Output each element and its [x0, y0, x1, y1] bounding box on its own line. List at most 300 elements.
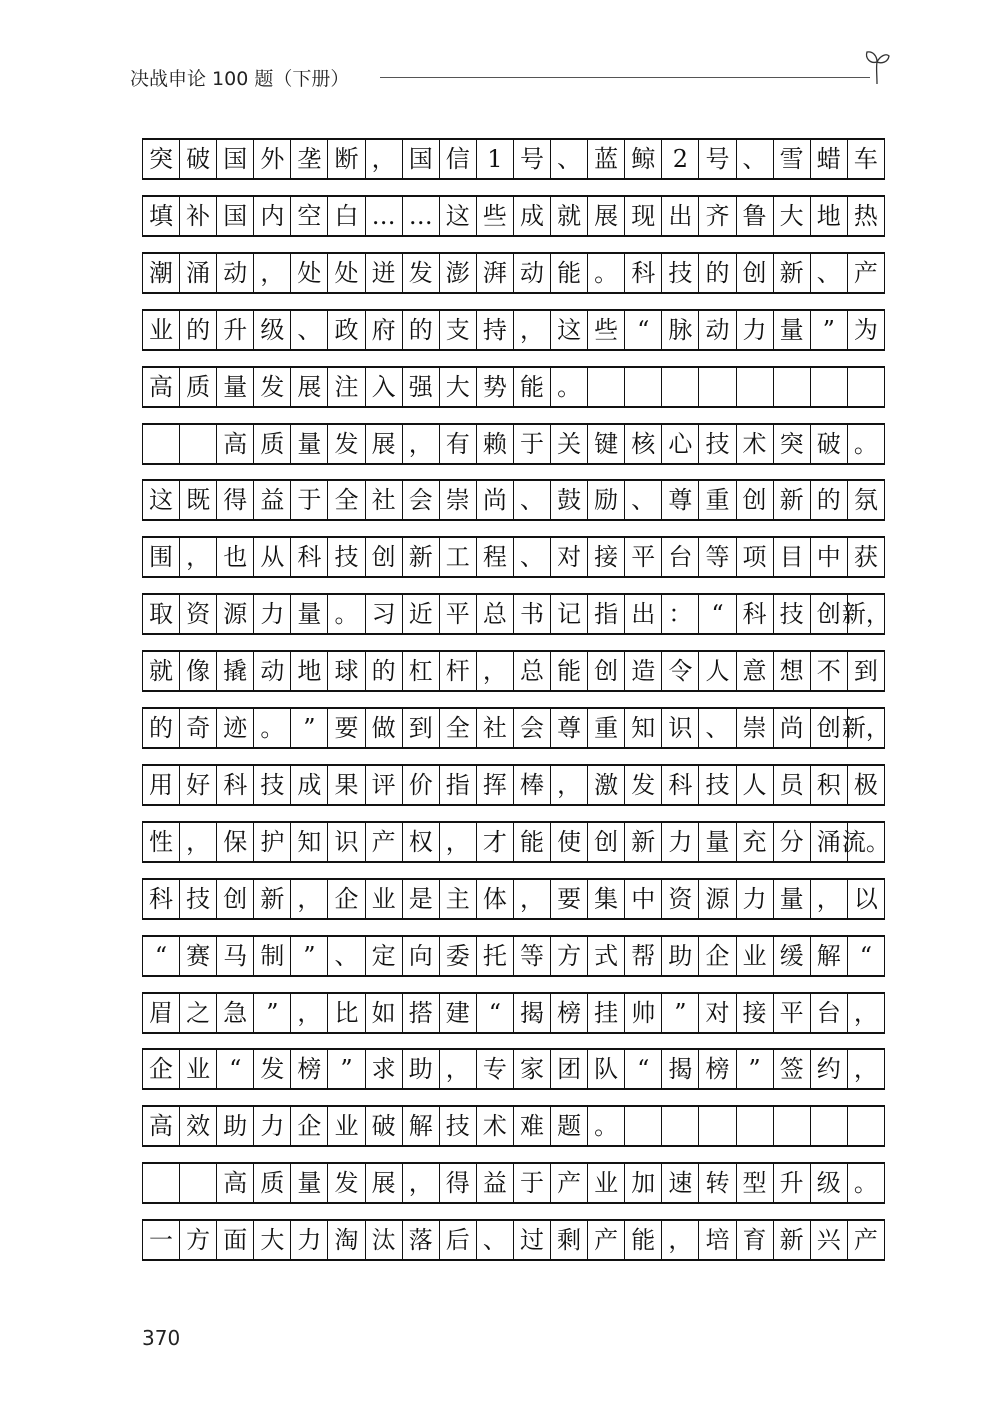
grid-cell: 业 [366, 880, 403, 918]
grid-cell: 科 [662, 766, 699, 804]
book-title: 决战申论 100 题（下册） [130, 68, 350, 90]
grid-cell: 澎 [440, 254, 477, 292]
grid-cell: 创 [217, 880, 254, 918]
grid-cell: 发 [403, 254, 440, 292]
grid-cell: 处 [328, 254, 365, 292]
grid-cell: 激 [588, 766, 625, 804]
grid-cell: 。 [328, 595, 365, 633]
grid-cell: 对 [699, 994, 736, 1032]
grid-cell: 好 [180, 766, 217, 804]
grid-cell: 保 [217, 823, 254, 861]
grid-cell: 术 [737, 425, 774, 463]
grid-cell: 新 [625, 823, 662, 861]
grid-cell [699, 1107, 736, 1145]
grid-cell: 。 [848, 1164, 885, 1202]
grid-cell: 益 [254, 481, 291, 519]
grid-row [142, 707, 890, 749]
grid-cell: 白 [328, 197, 365, 235]
grid-cell: 积 [811, 766, 848, 804]
grid-cell: 尊 [551, 709, 588, 747]
grid-cell: 破 [180, 140, 217, 178]
grid-cell: 高 [217, 1164, 254, 1202]
grid-cell: 力 [737, 880, 774, 918]
grid-cell: “ [699, 595, 736, 633]
grid-cell: 。 [254, 709, 291, 747]
grid-cell: 量 [291, 1164, 328, 1202]
grid-cell: 人 [699, 652, 736, 690]
grid-cell: 兴 [811, 1221, 848, 1259]
grid-cell: 中 [811, 538, 848, 576]
grid-cell: ， [848, 1050, 885, 1088]
grid-row [142, 764, 885, 806]
grid-cell: ， [514, 880, 551, 918]
grid-cell: ” [254, 994, 291, 1032]
grid-row [142, 1105, 885, 1147]
grid-cell: 流。 [848, 823, 885, 861]
grid-cell: ， [551, 766, 588, 804]
grid-cell: 帅 [625, 994, 662, 1032]
grid-cell: 迹 [217, 709, 254, 747]
grid-cell: ， [662, 1221, 699, 1259]
grid-cell: 处 [291, 254, 328, 292]
grid-cell: 以 [848, 880, 885, 918]
grid-cell: 、 [737, 140, 774, 178]
grid-cell: 委 [440, 937, 477, 975]
grid-cell: 获 [848, 538, 885, 576]
grid-cell: 赛 [180, 937, 217, 975]
grid-cell: 。 [588, 254, 625, 292]
grid-cell: 取 [143, 595, 180, 633]
grid-cell [180, 1164, 217, 1202]
grid-cell: 托 [477, 937, 514, 975]
grid-cell: 揭 [662, 1050, 699, 1088]
grid-cell: 关 [551, 425, 588, 463]
grid-cell: 量 [291, 595, 328, 633]
grid-cell: 程 [477, 538, 514, 576]
grid-cell: 果 [328, 766, 365, 804]
grid-cell: 创 [366, 538, 403, 576]
grid-cell: 到 [848, 652, 885, 690]
grid-cell: 助 [217, 1107, 254, 1145]
grid-cell: 蓝 [588, 140, 625, 178]
grid-cell: 平 [440, 595, 477, 633]
grid-cell: 后 [440, 1221, 477, 1259]
grid-cell: 台 [662, 538, 699, 576]
grid-cell [811, 368, 848, 406]
grid-cell: 填 [143, 197, 180, 235]
grid-cell: 补 [180, 197, 217, 235]
grid-cell: 质 [254, 1164, 291, 1202]
grid-cell: ， [291, 994, 328, 1032]
grid-cell: 于 [514, 1164, 551, 1202]
grid-row [142, 935, 885, 977]
grid-cell: 制 [254, 937, 291, 975]
grid-cell: 破 [811, 425, 848, 463]
grid-cell: 这 [143, 481, 180, 519]
grid-cell: 要 [328, 709, 365, 747]
running-header [130, 64, 890, 94]
grid-cell: 解 [403, 1107, 440, 1145]
grid-cell: 围 [143, 538, 180, 576]
grid-cell: 总 [514, 652, 551, 690]
grid-cell: “ [217, 1050, 254, 1088]
grid-row [142, 992, 885, 1034]
grid-cell [662, 368, 699, 406]
grid-cell: 新 [403, 538, 440, 576]
grid-cell: ” [662, 994, 699, 1032]
grid-cell: 核 [625, 425, 662, 463]
grid-cell: 榜 [551, 994, 588, 1032]
grid-cell: 断 [328, 140, 365, 178]
grid-cell: 企 [143, 1050, 180, 1088]
grid-cell [662, 1107, 699, 1145]
grid-cell: 键 [588, 425, 625, 463]
grid-cell: 新， [848, 709, 885, 747]
grid-cell: … [366, 197, 403, 235]
grid-cell: 技 [254, 766, 291, 804]
grid-cell [737, 1107, 774, 1145]
grid-cell [588, 368, 625, 406]
grid-cell: 总 [477, 595, 514, 633]
grid-cell: 难 [514, 1107, 551, 1145]
grid-cell: ， [291, 880, 328, 918]
grid-cell: 创 [588, 823, 625, 861]
grid-cell: 发 [254, 368, 291, 406]
grid-cell: 创 [811, 709, 848, 747]
grid-cell: 资 [662, 880, 699, 918]
grid-cell: 速 [662, 1164, 699, 1202]
grid-cell: 技 [662, 254, 699, 292]
grid-cell: 展 [366, 1164, 403, 1202]
grid-cell: 破 [366, 1107, 403, 1145]
grid-cell: 科 [737, 595, 774, 633]
grid-cell: 动 [514, 254, 551, 292]
grid-cell: 力 [254, 595, 291, 633]
grid-cell: 的 [143, 709, 180, 747]
grid-cell: 是 [403, 880, 440, 918]
grid-cell: 也 [217, 538, 254, 576]
grid-cell: 、 [514, 481, 551, 519]
grid-cell: 力 [662, 823, 699, 861]
grid-cell: 的 [699, 254, 736, 292]
grid-cell: ， [180, 823, 217, 861]
grid-cell: 2 [662, 140, 699, 178]
grid-cell: 书 [514, 595, 551, 633]
grid-cell: 向 [403, 937, 440, 975]
grid-cell: ， [811, 880, 848, 918]
grid-cell: 会 [514, 709, 551, 747]
grid-cell: 能 [551, 254, 588, 292]
grid-cell: 不 [811, 652, 848, 690]
grid-cell: 揭 [514, 994, 551, 1032]
grid-cell: 想 [774, 652, 811, 690]
grid-cell: 会 [403, 481, 440, 519]
grid-cell: 新， [848, 595, 885, 633]
grid-cell: 企 [291, 1107, 328, 1145]
grid-cell: 产 [366, 823, 403, 861]
grid-row [142, 309, 885, 351]
grid-cell: 涌 [811, 823, 848, 861]
grid-row [142, 878, 885, 920]
grid-row [142, 252, 885, 294]
grid-cell: 剩 [551, 1221, 588, 1259]
grid-cell: 质 [254, 425, 291, 463]
grid-cell: 对 [551, 538, 588, 576]
grid-cell: 展 [291, 368, 328, 406]
grid-cell: 得 [440, 1164, 477, 1202]
grid-cell: 成 [514, 197, 551, 235]
grid-cell: 力 [291, 1221, 328, 1259]
grid-cell: 方 [551, 937, 588, 975]
grid-cell: 地 [811, 197, 848, 235]
grid-cell: ， [477, 652, 514, 690]
grid-cell: 性 [143, 823, 180, 861]
grid-cell: 升 [774, 1164, 811, 1202]
grid-cell: 分 [774, 823, 811, 861]
grid-cell: 面 [217, 1221, 254, 1259]
sprout-icon [864, 48, 890, 84]
grid-cell [143, 425, 180, 463]
grid-cell: 企 [328, 880, 365, 918]
grid-cell: 家 [514, 1050, 551, 1088]
grid-cell: 造 [625, 652, 662, 690]
grid-cell: 队 [588, 1050, 625, 1088]
grid-cell: 动 [699, 311, 736, 349]
grid-cell: ， [180, 538, 217, 576]
grid-cell [699, 368, 736, 406]
grid-cell: ， [254, 254, 291, 292]
grid-cell: 产 [551, 1164, 588, 1202]
grid-cell: 搭 [403, 994, 440, 1032]
grid-cell: 帮 [625, 937, 662, 975]
grid-cell: 的 [403, 311, 440, 349]
grid-cell: 垄 [291, 140, 328, 178]
grid-cell: 转 [699, 1164, 736, 1202]
grid-cell: 术 [477, 1107, 514, 1145]
grid-row [142, 1162, 885, 1204]
grid-cell: 。 [588, 1107, 625, 1145]
grid-cell: 有 [440, 425, 477, 463]
grid-cell [143, 1164, 180, 1202]
grid-cell: 、 [699, 709, 736, 747]
grid-cell: 国 [217, 197, 254, 235]
grid-cell: ， [514, 311, 551, 349]
grid-cell: 淘 [328, 1221, 365, 1259]
grid-cell: 新 [254, 880, 291, 918]
grid-cell: 尚 [477, 481, 514, 519]
grid-cell: 杠 [403, 652, 440, 690]
grid-cell: 培 [699, 1221, 736, 1259]
grid-cell: 杆 [440, 652, 477, 690]
grid-cell: ， [403, 425, 440, 463]
grid-cell: ， [403, 1164, 440, 1202]
grid-cell: 社 [366, 481, 403, 519]
grid-cell: 高 [143, 368, 180, 406]
grid-cell: 励 [588, 481, 625, 519]
grid-cell: 全 [440, 709, 477, 747]
grid-cell: 方 [180, 1221, 217, 1259]
grid-cell: 资 [180, 595, 217, 633]
grid-row [142, 821, 890, 863]
grid-cell: 的 [180, 311, 217, 349]
grid-cell: 蜡 [811, 140, 848, 178]
grid-cell: 1 [477, 140, 514, 178]
grid-cell: 能 [514, 368, 551, 406]
grid-cell: ” [291, 709, 328, 747]
grid-cell: 创 [737, 481, 774, 519]
grid-cell: 力 [254, 1107, 291, 1145]
grid-cell: 等 [699, 538, 736, 576]
grid-cell: 出 [625, 595, 662, 633]
grid-cell: 大 [774, 197, 811, 235]
grid-cell: “ [625, 1050, 662, 1088]
grid-cell: 雪 [774, 140, 811, 178]
grid-cell: 府 [366, 311, 403, 349]
grid-cell: “ [625, 311, 662, 349]
grid-cell: 量 [774, 311, 811, 349]
grid-cell [848, 368, 885, 406]
grid-cell: 马 [217, 937, 254, 975]
grid-cell: 量 [217, 368, 254, 406]
grid-cell: 接 [588, 538, 625, 576]
grid-cell: 之 [180, 994, 217, 1032]
grid-cell: 挂 [588, 994, 625, 1032]
grid-cell: 台 [811, 994, 848, 1032]
grid-cell: 国 [403, 140, 440, 178]
grid-cell: 质 [180, 368, 217, 406]
grid-cell: 加 [625, 1164, 662, 1202]
grid-cell: 为 [848, 311, 885, 349]
grid-row [142, 1219, 885, 1261]
grid-cell: 量 [699, 823, 736, 861]
grid-cell: 氛 [848, 481, 885, 519]
grid-cell: 平 [774, 994, 811, 1032]
grid-cell: “ [477, 994, 514, 1032]
grid-cell: 创 [588, 652, 625, 690]
grid-cell: 像 [180, 652, 217, 690]
grid-cell: 号 [699, 140, 736, 178]
grid-cell: 产 [848, 254, 885, 292]
grid-cell: 动 [217, 254, 254, 292]
grid-cell: 平 [625, 538, 662, 576]
grid-cell: 约 [811, 1050, 848, 1088]
grid-cell: 等 [514, 937, 551, 975]
grid-cell: 地 [291, 652, 328, 690]
grid-cell: 湃 [477, 254, 514, 292]
grid-cell: 集 [588, 880, 625, 918]
grid-cell: 齐 [699, 197, 736, 235]
grid-cell: 的 [366, 652, 403, 690]
grid-cell [180, 425, 217, 463]
grid-cell: 量 [291, 425, 328, 463]
grid-cell: ， [366, 140, 403, 178]
grid-cell: 级 [811, 1164, 848, 1202]
grid-cell: 充 [737, 823, 774, 861]
grid-cell: 使 [551, 823, 588, 861]
grid-cell: 强 [403, 368, 440, 406]
grid-cell: 业 [180, 1050, 217, 1088]
page-number: 370 [142, 1326, 181, 1350]
grid-cell: 。 [551, 368, 588, 406]
grid-cell: 要 [551, 880, 588, 918]
grid-cell: 权 [403, 823, 440, 861]
grid-cell: 做 [366, 709, 403, 747]
grid-cell: 育 [737, 1221, 774, 1259]
grid-cell: 如 [366, 994, 403, 1032]
grid-cell: 建 [440, 994, 477, 1032]
grid-cell: 就 [143, 652, 180, 690]
grid-cell: 求 [366, 1050, 403, 1088]
grid-row [142, 138, 885, 180]
grid-cell: 科 [143, 880, 180, 918]
grid-cell: 落 [403, 1221, 440, 1259]
grid-cell: 指 [440, 766, 477, 804]
grid-cell: 升 [217, 311, 254, 349]
grid-cell: 、 [514, 538, 551, 576]
grid-cell: 识 [662, 709, 699, 747]
grid-row [142, 1048, 885, 1090]
header-rule [380, 77, 870, 78]
grid-cell: 注 [328, 368, 365, 406]
grid-cell: 题 [551, 1107, 588, 1145]
grid-cell: 入 [366, 368, 403, 406]
grid-cell: 尚 [774, 709, 811, 747]
grid-cell: 发 [328, 1164, 365, 1202]
grid-row [142, 195, 885, 237]
grid-cell: 到 [403, 709, 440, 747]
grid-cell: 指 [588, 595, 625, 633]
grid-row [142, 650, 885, 692]
grid-cell: 眉 [143, 994, 180, 1032]
grid-cell: 社 [477, 709, 514, 747]
grid-cell: 榜 [291, 1050, 328, 1088]
grid-cell: 业 [737, 937, 774, 975]
grid-cell: 技 [774, 595, 811, 633]
grid-cell: ， [440, 1050, 477, 1088]
grid-cell: 习 [366, 595, 403, 633]
grid-cell [774, 1107, 811, 1145]
grid-cell: 发 [328, 425, 365, 463]
grid-cell: 外 [254, 140, 291, 178]
grid-cell: 号 [514, 140, 551, 178]
grid-cell: 国 [217, 140, 254, 178]
grid-cell: 一 [143, 1221, 180, 1259]
grid-cell [811, 1107, 848, 1145]
grid-cell: 能 [625, 1221, 662, 1259]
grid-cell: 持 [477, 311, 514, 349]
grid-cell: 汰 [366, 1221, 403, 1259]
grid-cell: 赖 [477, 425, 514, 463]
grid-cell: 签 [774, 1050, 811, 1088]
grid-cell: 、 [291, 311, 328, 349]
grid-cell: 比 [328, 994, 365, 1032]
grid-cell: 内 [254, 197, 291, 235]
grid-cell: ， [440, 823, 477, 861]
grid-cell: 评 [366, 766, 403, 804]
grid-cell: 棒 [514, 766, 551, 804]
grid-cell: 团 [551, 1050, 588, 1088]
grid-cell: 助 [662, 937, 699, 975]
grid-cell [848, 1107, 885, 1145]
grid-cell: 。 [848, 425, 885, 463]
grid-cell: 解 [811, 937, 848, 975]
grid-cell: 、 [625, 481, 662, 519]
grid-cell: 成 [291, 766, 328, 804]
grid-cell: 涌 [180, 254, 217, 292]
grid-cell: 发 [254, 1050, 291, 1088]
grid-cell: 潮 [143, 254, 180, 292]
grid-cell: 接 [737, 994, 774, 1032]
